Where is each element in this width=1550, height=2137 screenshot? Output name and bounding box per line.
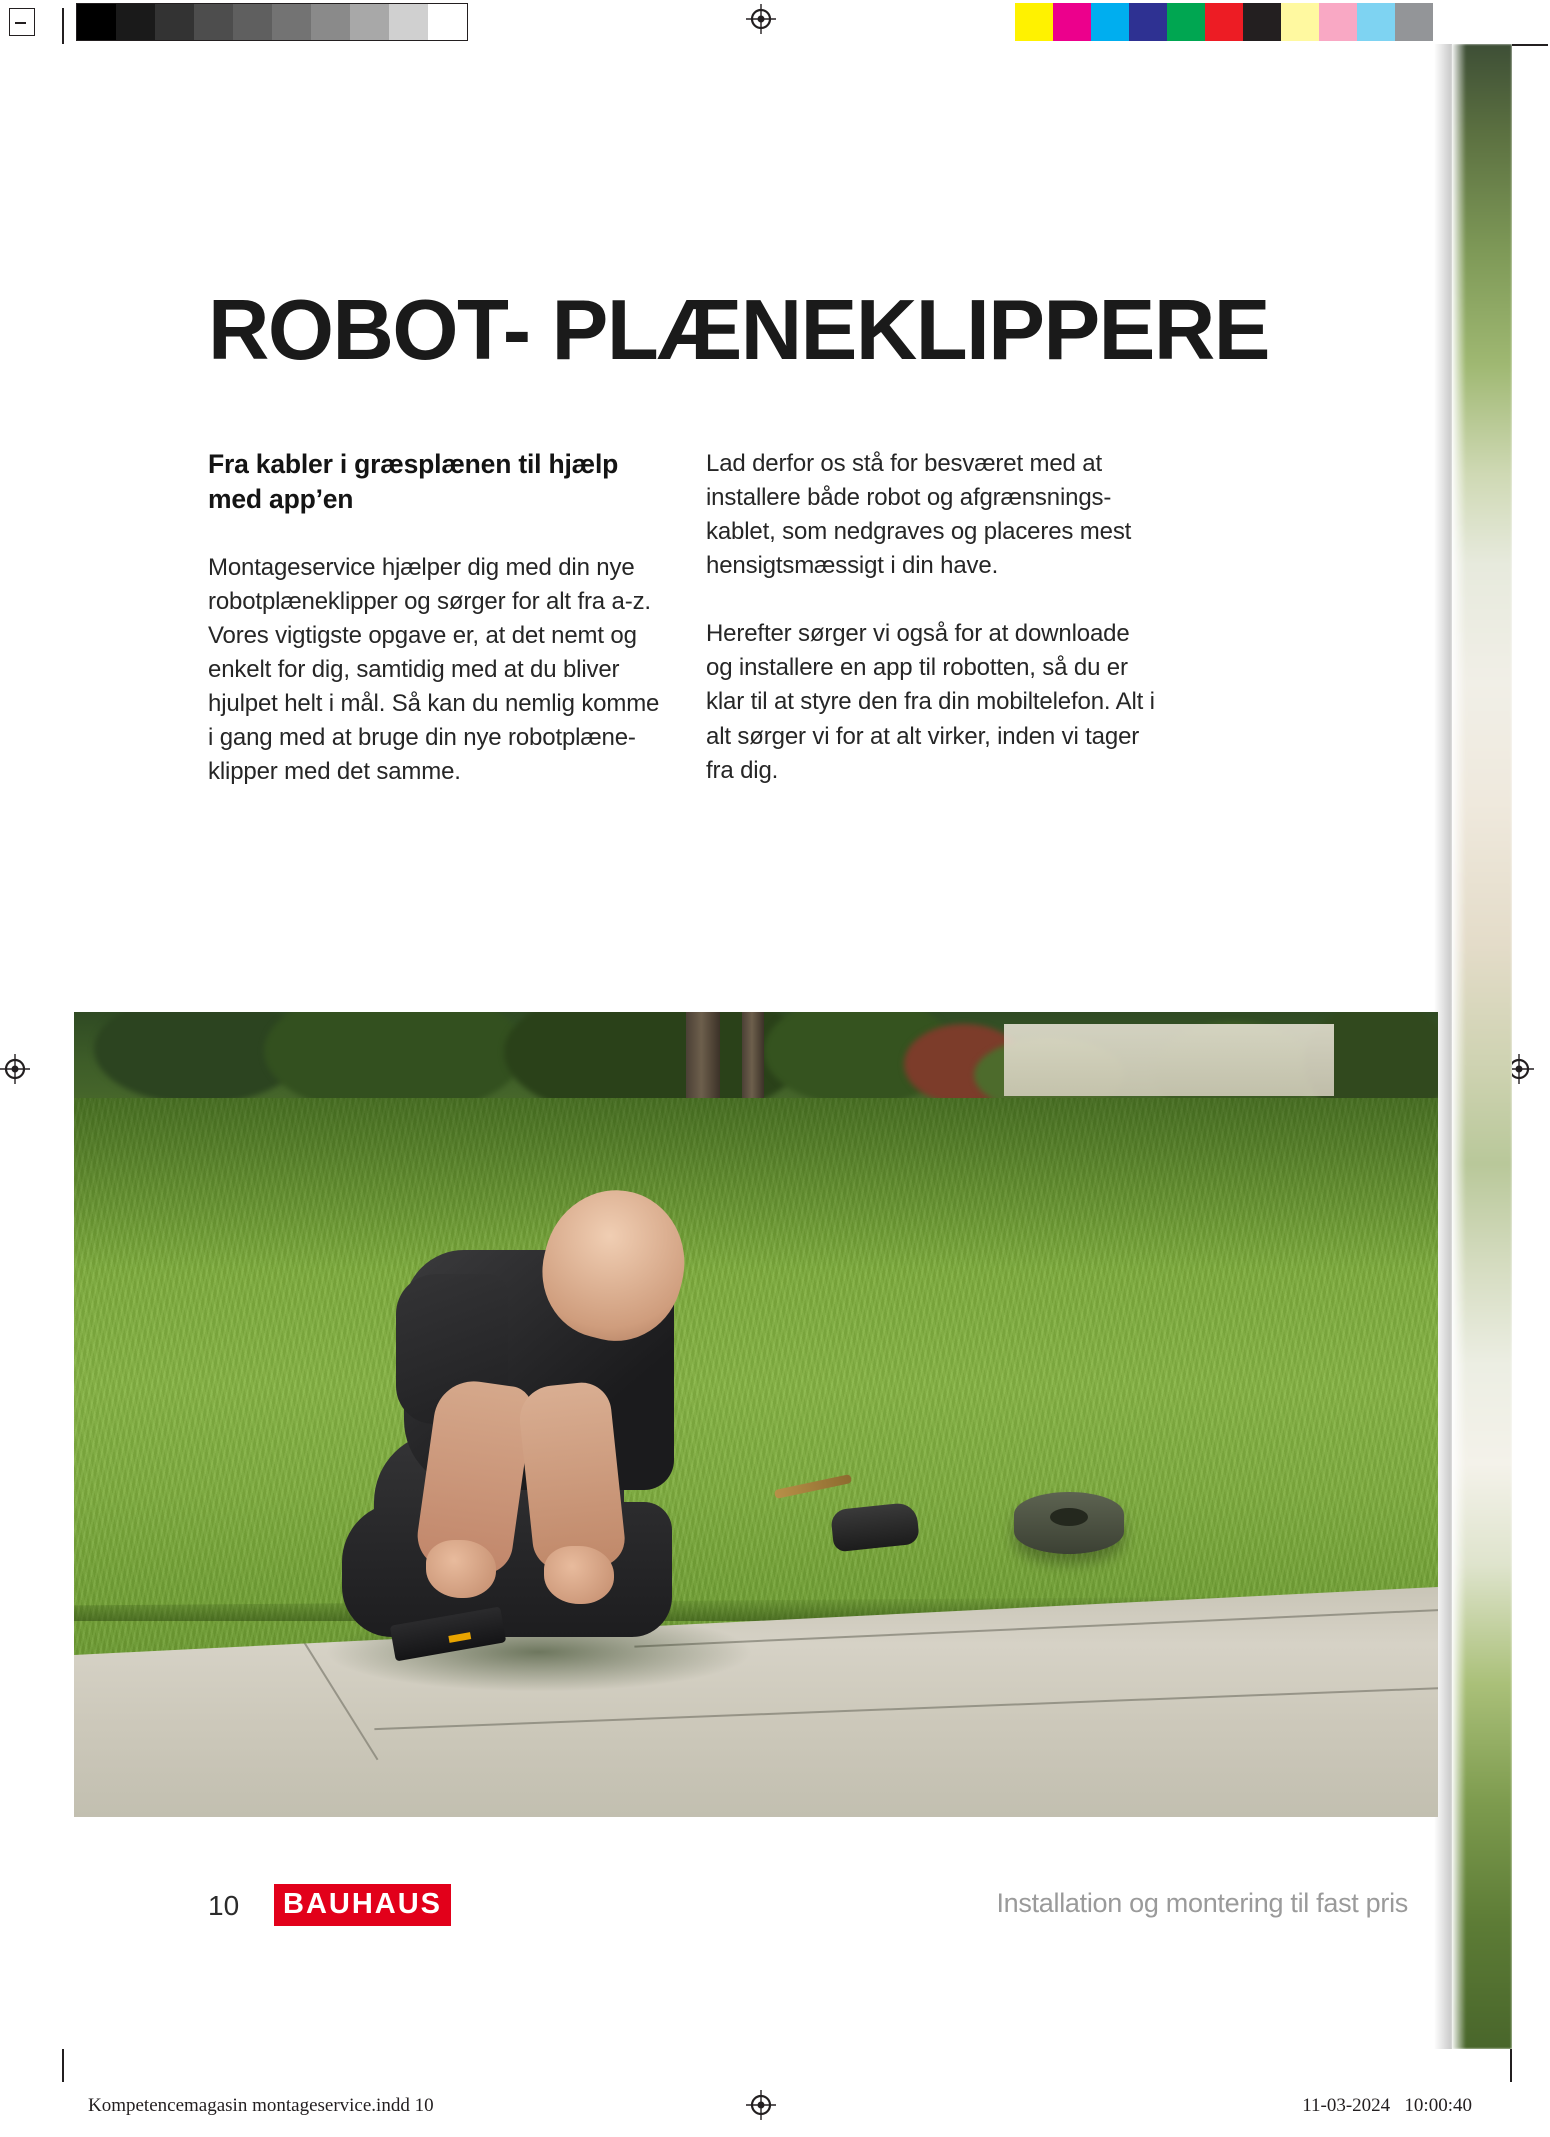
crop-mark-top-left-v xyxy=(62,8,64,44)
photo-tool-pouch xyxy=(830,1502,920,1553)
registration-mark-bottom xyxy=(746,2090,776,2120)
bauhaus-logo xyxy=(274,1884,451,1926)
prepress-marker-box xyxy=(9,8,35,36)
body-paragraph: Montageservice hjælper dig med din nye robotplæneklipper og sørger for alt fra a-z. Vores vigtigste opgave er, at det nemt og enkelt for dig, samtidig med at du bliver hjulpet helt i mål. Så kan du nemlig komme i gang med at bruge din nye robotplæne-klipper med det samme. xyxy=(208,553,660,786)
page-title: ROBOT- PLÆNEKLIPPERE xyxy=(208,282,1269,378)
facing-page-bleed xyxy=(1452,44,1512,2049)
magazine-page xyxy=(38,44,1512,2049)
photo-fence xyxy=(1004,1024,1334,1096)
photo-tree-trunk xyxy=(742,1012,764,1110)
prepress-slug-filename: Kompetencemagasin montageservice.indd 10 xyxy=(88,2095,434,2116)
article-photo xyxy=(74,1012,1438,1817)
bauhaus-logo-text: BAUHAUS xyxy=(283,1888,442,1920)
body-column-right xyxy=(706,447,1161,788)
registration-mark-top xyxy=(746,4,776,34)
greyscale-control-strip xyxy=(76,3,468,41)
photo-cable-spool xyxy=(1014,1492,1124,1554)
page-footer xyxy=(208,1884,1408,1930)
registration-mark-left xyxy=(0,1054,30,1084)
footer-tagline: Installation og montering til fast pris xyxy=(996,1888,1408,1918)
photo-lawn-shadow xyxy=(74,1098,1438,1268)
body-column-left xyxy=(208,447,663,789)
section-subheading: Fra kabler i græsplænen til hjælp med app’en xyxy=(208,449,619,514)
page-number: 10 xyxy=(208,1890,240,1921)
body-paragraph: Lad derfor os stå for besværet med at installere både robot og afgrænsnings-kablet, som nedgraves og placeres mest hensigtsmæssigt i din have. xyxy=(706,450,1132,580)
body-paragraph: Herefter sørger vi også for at downloade og installere en app til robotten, så du er klar til at styre den fra din mobiltelefon. Alt i alt sørger vi for at alt virker, inden vi tager fra dig. xyxy=(706,620,1155,784)
color-control-strip xyxy=(1015,3,1433,41)
crop-mark-top-right-h xyxy=(1512,44,1548,46)
prepress-slug-timestamp: 11-03-2024 10:00:40 xyxy=(1302,2095,1472,2116)
